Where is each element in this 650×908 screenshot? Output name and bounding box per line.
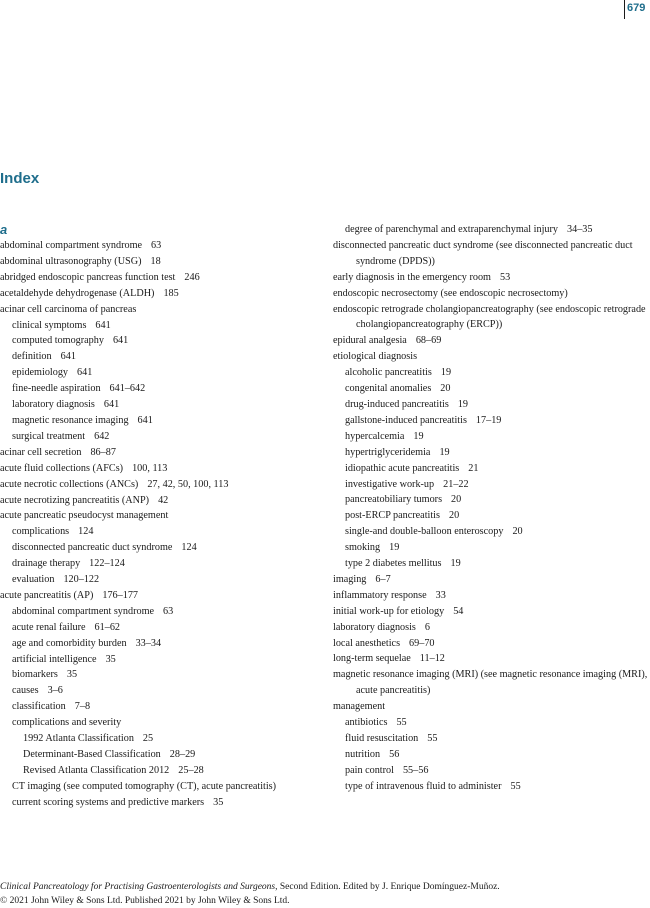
index-pages: 641 [95,319,111,331]
index-entry [0,365,318,381]
index-term: fine-needle aspiration [12,383,101,395]
index-entry [0,715,318,731]
index-term: acute fluid collections (AFCs) [0,462,124,474]
index-pages: 68–69 [415,335,442,347]
index-pages: 55 [427,733,438,744]
index-pages: 53 [499,271,511,283]
index-entry [0,604,318,620]
index-pages: 55–56 [402,764,429,776]
index-term: classification [12,701,66,713]
index-entry [333,715,650,731]
index-term: post-ERCP pancreatitis [345,510,440,522]
index-entry [333,556,650,572]
index-term: current scoring systems and predictive markers [12,796,205,808]
index-term: acute necrotizing pancreatitis (ANP) [0,494,150,506]
index-entry [0,461,318,477]
index-term: abridged endoscopic pancreas function test [0,271,176,283]
index-pages: 176–177 [102,589,139,601]
index-pages: 63 [151,240,162,251]
index-entry [0,683,318,699]
index-term: local anesthetics [333,637,401,649]
index-term: acute renal failure [12,621,86,633]
index-pages: 54 [453,605,464,617]
index-term: Revised Atlanta Classification 2012 [23,764,170,776]
index-term: surgical treatment [12,430,86,442]
index-pages: 19 [389,542,400,554]
index-entry [333,222,650,238]
index-pages: 42 [158,494,169,506]
index-pages: 641 [60,351,76,363]
index-pages: 33–34 [135,637,162,649]
index-entry [333,461,650,477]
index-entry [333,477,650,493]
index-pages: 641 [77,367,93,379]
index-entry [333,286,650,302]
index-pages: 33 [435,589,446,601]
index-entry [0,254,318,270]
index-pages: 6 [424,621,430,633]
index-term: imaging [333,573,367,585]
footer-copyright: © 2021 John Wiley & Sons Ltd. Published 2021 by John Wiley & Sons Ltd. [0,896,290,906]
index-entry [0,763,318,779]
index-pages: 20 [448,510,460,522]
index-entry [333,302,650,334]
index-entries-right [333,222,650,795]
index-term: hypercalcemia [345,430,405,442]
index-pages: 35 [105,653,116,665]
index-term: long-term sequelae [333,653,411,665]
index-term: age and comorbidity burden [12,637,127,649]
index-pages: 17–19 [475,414,502,426]
index-entry [0,731,318,747]
index-term: antibiotics [345,717,388,729]
index-pages: 63 [163,605,174,617]
index-entry [333,747,650,763]
index-pages: 61–62 [94,621,120,633]
index-term: disconnected pancreatic duct syndrome (see disconnected pancreatic duct syndrome (DPDS)) [333,239,633,267]
index-entry [0,286,318,302]
index-term: biomarkers [12,669,58,681]
index-term: initial work-up for etiology [333,605,445,617]
index-pages: 35 [66,669,78,681]
index-term: gallstone-induced pancreatitis [345,414,467,426]
footer-edition: , Second Edition. Edited by J. Enrique Domínguez-Muñoz. [275,882,500,892]
index-entry [333,270,650,286]
index-entry [333,365,650,381]
index-entry [333,572,650,588]
index-column-right [333,222,650,795]
index-pages: 19 [450,558,461,570]
index-entry [0,588,318,604]
index-entry [0,572,318,588]
page-number-rule [624,0,625,19]
index-entry [333,620,650,636]
footer-citation [0,880,500,894]
page-number: 679 [627,2,646,14]
index-entry [0,699,318,715]
section-letter: a [0,222,8,237]
index-entry [333,636,650,652]
index-entry [0,667,318,683]
index-term: inflammatory response [333,589,427,601]
index-pages: 56 [389,748,400,760]
index-entry [0,620,318,636]
index-entry [0,747,318,763]
index-term: pancreatobiliary tumors [345,494,443,506]
index-entry [333,445,650,461]
index-pages: 69–70 [409,637,435,649]
index-entry [0,508,318,524]
index-term: early diagnosis in the emergency room [333,271,491,283]
index-term: drainage therapy [12,558,81,570]
index-entry [0,333,318,349]
index-pages: 3–6 [47,685,63,697]
index-term: epidemiology [12,367,69,379]
index-term: abdominal compartment syndrome [0,240,143,251]
index-entry [333,651,650,667]
index-pages: 11–12 [419,653,445,665]
index-entry [0,636,318,652]
index-term: acute pancreatic pseudocyst management [0,510,169,522]
index-term: degree of parenchymal and extraparenchymal injury [345,224,558,235]
index-pages: 19 [413,430,424,442]
index-term: acute pancreatitis (AP) [0,589,94,601]
index-term: management [333,701,386,713]
index-term: type 2 diabetes mellitus [345,558,442,570]
index-entry [0,318,318,334]
index-pages: 19 [457,398,469,410]
index-entry [0,477,318,493]
index-entries-left [0,238,318,811]
index-pages: 20 [440,383,451,395]
index-entry [333,540,650,556]
index-term: magnetic resonance imaging (MRI) (see magnetic resonance imaging (MRI), acute pancreatitis) [333,669,648,697]
index-entry [333,238,650,270]
index-entry [0,238,318,254]
index-term: Determinant-Based Classification [23,749,161,760]
index-entry [0,381,318,397]
index-pages: 100, 113 [132,462,168,474]
index-entry [333,731,650,747]
index-term: fluid resuscitation [345,733,419,744]
index-term: CT imaging (see computed tomography (CT), acute pancreatitis) [12,780,277,792]
index-entry [333,524,650,540]
index-pages: 21 [468,462,479,474]
index-entry [333,699,650,715]
index-term: alcoholic pancreatitis [345,367,432,379]
index-term: acinar cell secretion [0,446,82,458]
footer-book-title: Clinical Pancreatology for Practising Gastroenterologists and Surgeons [0,882,276,892]
index-term: laboratory diagnosis [333,621,416,633]
index-term: nutrition [345,748,381,760]
index-pages: 28–29 [169,749,196,760]
index-pages: 35 [213,796,224,808]
index-pages: 34–35 [567,224,593,235]
index-entry [333,763,650,779]
index-term: 1992 Atlanta Classification [23,733,134,745]
index-pages: 120–122 [63,574,100,586]
index-entry [333,381,650,397]
index-entry [0,524,318,540]
index-entry [333,779,650,795]
index-pages: 18 [150,255,161,267]
index-entry [333,413,650,429]
index-term: congenital anomalies [345,383,432,395]
index-term: clinical symptoms [12,319,87,331]
page-footer [0,880,500,908]
index-pages: 641 [112,335,129,347]
index-term: definition [12,351,52,363]
index-term: pain control [345,764,394,776]
index-entry [333,508,650,524]
index-pages: 641–642 [109,383,146,395]
index-pages: 19 [439,446,450,458]
index-term: drug-induced pancreatitis [345,398,449,410]
index-term: epidural analgesia [333,335,407,347]
index-entry [0,397,318,413]
index-pages: 55 [396,717,407,729]
index-entry [0,540,318,556]
index-term: acinar cell carcinoma of pancreas [0,303,137,315]
index-term: idiopathic acute pancreatitis [345,462,460,474]
index-term: acute necrotic collections (ANCs) [0,478,139,490]
index-entry [0,556,318,572]
index-pages: 25–28 [178,764,204,776]
index-term: evaluation [12,574,55,586]
index-entry [0,413,318,429]
index-entry [0,445,318,461]
index-pages: 19 [440,367,452,379]
page-title: Index [0,170,40,187]
index-pages: 27, 42, 50, 100, 113 [147,478,229,490]
index-pages: 122–124 [89,558,125,570]
index-entry [0,493,318,509]
index-term: computed tomography [12,335,104,347]
index-pages: 55 [510,780,521,792]
index-entry [0,652,318,668]
index-entry [0,429,318,445]
index-entry [333,333,650,349]
index-term: complications [12,526,70,538]
index-term: abdominal compartment syndrome [12,605,155,617]
index-pages: 21–22 [443,478,469,490]
index-pages: 641 [103,399,120,411]
index-entry [333,667,650,699]
index-term: acetaldehyde dehydrogenase (ALDH) [0,287,155,299]
index-entry [0,349,318,365]
index-entry [0,779,318,795]
index-column-left [0,222,318,811]
index-pages: 20 [512,526,523,538]
index-term: hypertriglyceridemia [345,446,431,458]
index-pages: 246 [184,271,200,283]
index-pages: 6–7 [375,573,391,585]
index-term: single-and double-balloon enteroscopy [345,526,504,538]
index-pages: 124 [78,526,94,538]
index-pages: 86–87 [90,446,116,458]
index-entry [0,795,318,811]
index-term: endoscopic retrograde cholangiopancreatography (see endoscopic retrograde cholangiopancreatography (ERCP)) [333,303,646,331]
index-term: endoscopic necrosectomy (see endoscopic necrosectomy) [333,287,568,299]
index-term: disconnected pancreatic duct syndrome [12,542,173,554]
index-entry [333,588,650,604]
index-entry [333,492,650,508]
index-pages: 185 [163,287,179,299]
index-term: magnetic resonance imaging [12,414,129,426]
index-pages: 20 [451,494,462,506]
index-pages: 642 [94,430,110,442]
index-entry [0,302,318,318]
index-term: causes [12,685,39,697]
index-pages: 7–8 [74,701,91,713]
index-term: etiological diagnosis [333,351,418,363]
index-entry [0,270,318,286]
index-pages: 25 [142,733,154,745]
index-term: investigative work-up [345,478,435,490]
index-term: laboratory diagnosis [12,399,95,411]
index-entry [333,397,650,413]
index-term: type of intravenous fluid to administer [345,780,502,792]
index-entry [333,349,650,365]
index-term: abdominal ultrasonography (USG) [0,255,142,267]
index-pages: 124 [181,542,197,554]
index-term: artificial intelligence [12,653,97,665]
index-term: complications and severity [12,717,122,729]
index-pages: 641 [137,414,153,426]
index-entry [333,604,650,620]
index-entry [333,429,650,445]
index-term: smoking [345,542,381,554]
